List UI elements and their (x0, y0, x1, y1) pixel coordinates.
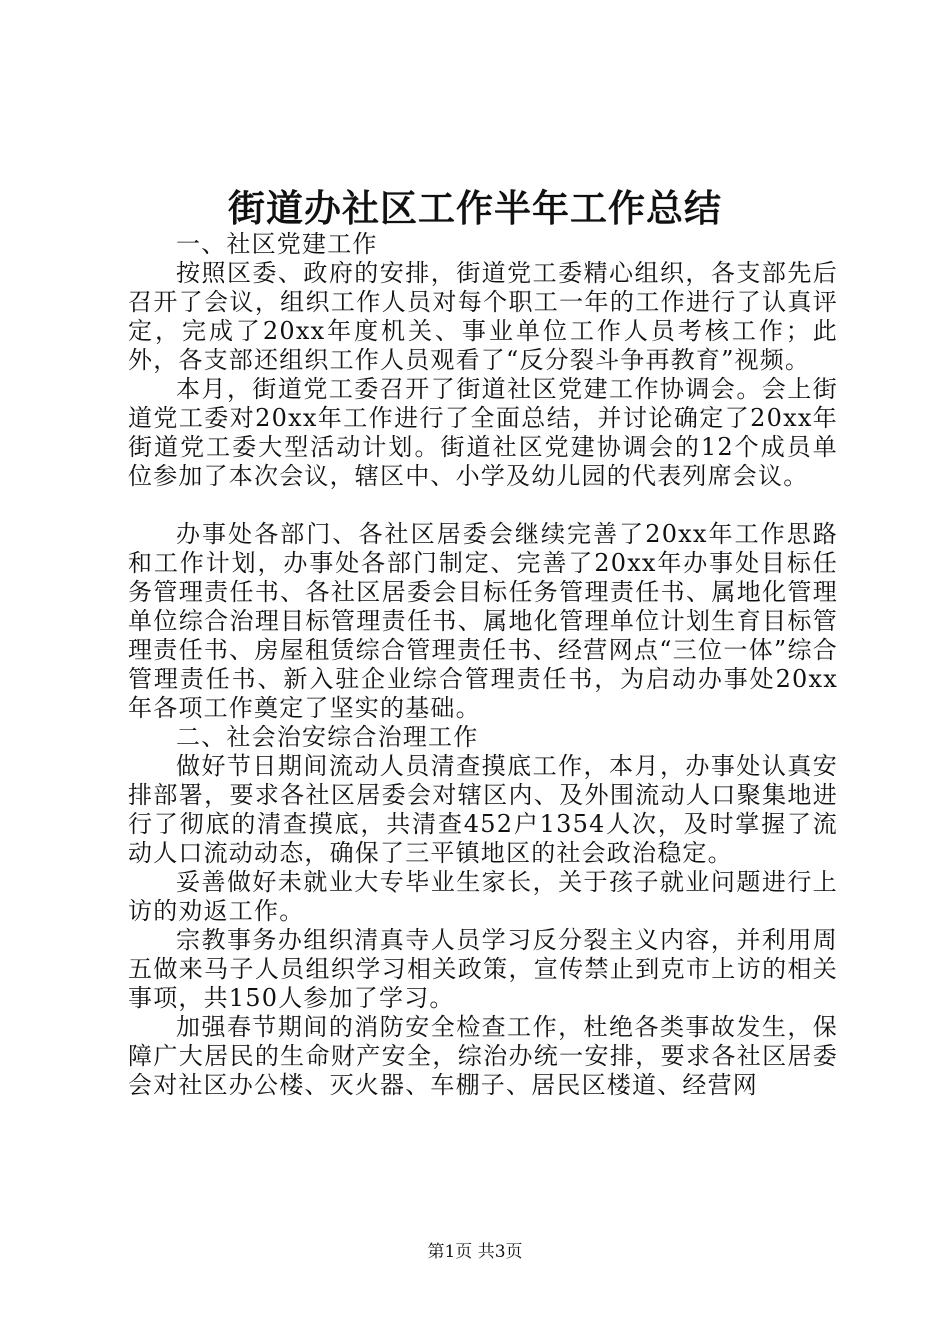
paragraph: 做好节日期间流动人员清查摸底工作，本月，办事处认真安排部署，要求各社区居委会对辖区内、及外围流动人口聚集地进行了彻底的清查摸底，共清查452户1354人次，及时掌握了流动人口流动动态，确保了三平镇地区的社会政治稳定。 (128, 752, 838, 867)
paragraph: 宗教事务办组织清真寺人员学习反分裂主义内容，并利用周五做来马子人员组织学习相关政策，宣传禁止到克市上访的相关事项，共150人参加了学习。 (128, 926, 838, 1012)
paragraph: 妥善做好未就业大专毕业生家长，关于孩子就业问题进行上访的劝返工作。 (128, 868, 838, 925)
section-heading-public-security: 二、社会治安综合治理工作 (176, 723, 479, 751)
paragraph: 加强春节期间的消防安全检查工作，杜绝各类事故发生，保障广大居民的生命财产安全，综治办统一安排，要求各社区居委会对社区办公楼、灭火器、车棚子、居民区楼道、经营网 (128, 1013, 838, 1099)
document-body (128, 230, 838, 1100)
paragraph: 本月，街道党工委召开了街道社区党建工作协调会。会上街道党工委对20xx年工作进行了全面总结，并讨论确定了20xx年街道党工委大型活动计划。街道社区党建协调会的12个成员单位参加了本次会议，辖区中、小学及幼儿园的代表列席会议。 (128, 375, 838, 490)
page-number-footer: 第1页 共3页 (427, 1242, 523, 1262)
section-heading-party-building: 一、社区党建工作 (176, 230, 378, 258)
paragraph: 办事处各部门、各社区居委会继续完善了20xx年工作思路和工作计划，办事处各部门制定、完善了20xx年办事处目标任务管理责任书、各社区居委会目标任务管理责任书、属地化管理单位综合治理目标管理责任书、属地化管理单位计划生育目标管理责任书、房屋租赁综合管理责任书、经营网点“三位一体”综合管理责任书、新入驻企业综合管理责任书，为启动办事处20xx年各项工作奠定了坚实的基础。 (128, 520, 838, 722)
document-title: 街道办社区工作半年工作总结 (228, 186, 722, 230)
paragraph: 按照区委、政府的安排，街道党工委精心组织，各支部先后召开了会议，组织工作人员对每个职工一年的工作进行了认真评定，完成了20xx年度机关、事业单位工作人员考核工作；此外，各支部还组织工作人员观看了“反分裂斗争再教育”视频。 (128, 259, 838, 374)
